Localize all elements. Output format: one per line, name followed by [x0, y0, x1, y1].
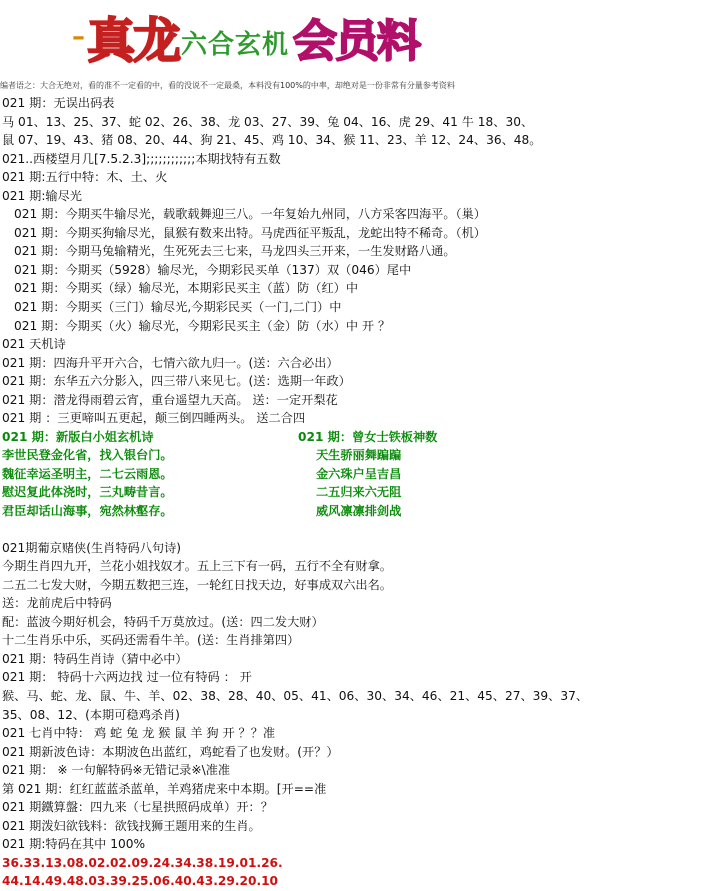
logo-title-b: 六合玄机	[181, 30, 290, 60]
header	[0, 0, 720, 90]
text-line: 021 期：四海升平开六合，七情六欲九归一。(送：六合必出）	[2, 355, 339, 370]
text-line: 021 期：无误出码表	[2, 96, 115, 110]
text-line: 马 01、13、25、37、蛇 02、26、38、龙 03、27、39、兔 04、16、虎 29、41 牛 18、30、	[2, 114, 534, 129]
logo-dash: –	[72, 21, 85, 52]
right-col: 天生骄丽舞蹁蹁	[316, 448, 402, 463]
red-number-line: 36.33.13.08.02.02.09.24.34.38.19.01.26.	[2, 855, 283, 870]
text-line: 配：蓝波今期好机会，特码千万莫放过。(送：四二发大财）	[2, 614, 324, 629]
text-line: 021 期：今期买（绿）输尽光，本期彩民买主（蓝）防（红）中	[14, 281, 359, 296]
left-col: 021 期：新版白小姐玄机诗	[2, 429, 154, 444]
two-col-row	[2, 465, 718, 484]
text-line: 021 期：今期买（三门）输尽光,今期彩民买（一门,二门）中	[14, 300, 342, 315]
text-line: 021 期：特码生肖诗（猜中必中）	[2, 651, 188, 666]
text-line: 十二生肖乐中乐，买码还需看牛羊。(送：生肖排第四）	[2, 633, 300, 648]
text-line: 第 021 期：红红蓝蓝杀蓝单，羊鸡猪虎来中本期。[开==准	[2, 781, 327, 796]
text-line: 021 期：今期买（5928）输尽光，今期彩民买单（137）双（046）尾中	[14, 262, 412, 277]
text-line: 021 七肖中特： 鸡 蛇 兔 龙 猴 鼠 羊 狗 开 ？？准	[2, 726, 276, 741]
text-line: 送：龙前虎后中特码	[2, 596, 112, 611]
text-line: 021 期：今期买（火）输尽光，今期彩民买主（金）防（水）中 开 ？	[14, 318, 391, 333]
left-col: 李世民登金化省，找入银台门。	[2, 448, 173, 463]
text-line: 021期葡京赌侠(生肖特码八句诗)	[2, 540, 182, 555]
text-line: 021 期新波色诗：本期波色出蓝红，鸡蛇看了也发财。(开？）	[2, 744, 339, 759]
right-col: 金六珠户呈吉昌	[316, 466, 402, 481]
text-line: 021 期： ※ 一句解特码※无错记录※\准准	[2, 763, 231, 778]
text-line: 021 期泼妇欲钱料：欲钱找狮王题用来的生肖。	[2, 818, 261, 833]
two-col-row	[2, 428, 718, 447]
red-number-line: 44.14.49.48.03.39.25.06.40.43.29.20.10	[2, 874, 279, 889]
text-line: 021 天机诗	[2, 337, 66, 352]
right-col: 二五归来六无阻	[316, 485, 402, 500]
text-line: 猴、马、蛇、龙、鼠、牛、羊、02、38、28、40、05、41、06、30、34、46、21、45、27、39、37、	[2, 688, 589, 703]
spacer	[2, 521, 718, 539]
content	[2, 94, 718, 891]
two-col-row	[2, 446, 718, 465]
text-line: 021 期：东华五六分影入，四三带八来见七。(送：选期一年政）	[2, 374, 351, 389]
text-line: 二五二七发大财，今期五数把三连，一轮红日找天边，好事成双六出名。	[2, 577, 392, 592]
right-col: 021 期：曾女士铁板神数	[298, 429, 438, 444]
text-line: 021 期：今期马兔输精光，生死死去三七来，马龙四头三开来，一生发财路八通。	[14, 244, 456, 259]
text-line: 35、08、12、(本期可稳鸡杀肖)	[2, 707, 180, 722]
logo-title-c: 会员料	[293, 15, 420, 67]
text-line: 021 期:输尽光	[2, 188, 82, 203]
text-line: 今期生肖四九开，兰花小姐找奴才。五上三下有一码，五行不全有财拿。	[2, 559, 392, 574]
text-line: 021 期:五行中特：木、土、火	[2, 170, 168, 185]
logo	[72, 2, 419, 71]
logo-title-a: 真龙	[87, 13, 180, 69]
text-line: 021 期:特码在其中 100%	[2, 837, 146, 852]
two-col-row	[2, 483, 718, 502]
text-line: 021 期：今期买狗输尽光，鼠猴有数来出特。马虎西征平叛乱，龙蛇出特不稀奇。（机）	[14, 225, 486, 240]
left-col: 魏征幸运圣明主，二七云雨恩。	[2, 466, 173, 481]
text-line: 021 期鐵算盤：四九来（七星拱照码成单）开：？	[2, 800, 273, 815]
text-line: 021 期：潜龙得雨碧云宵，重台遥望九天高。 送：一定开梨花	[2, 392, 338, 407]
text-line: 021 期：今期买牛输尽光，载歌载舞迎三八。一年复始九州同，八方采客四海平。（巢）	[14, 207, 486, 222]
text-line: 021 期： 特码十六两边找 过一位有特码 ： 开	[2, 670, 252, 685]
editor-notice: 编者语之：大合无绝对，看的准不一定看的中，看的没说不一定最桑，本料没有100%的中率，却绝对是一份非常有分量参考资料	[0, 81, 455, 90]
left-col: 慰迟复此体浇时，三丸畴昔言。	[2, 485, 173, 500]
text-line: 021 期 ：三更啼叫五更起，颠三倒四睡两头。 送二合四	[2, 411, 306, 426]
right-col: 威风凛凛排剑战	[316, 504, 402, 519]
text-line: 021..西楼望月几[7.5.2.3];;;;;;;;;;;;本期找特有五数	[2, 151, 281, 166]
two-col-row	[2, 502, 718, 521]
left-col: 君臣却话山海事，宛然林壑存。	[2, 504, 173, 519]
text-line: 鼠 07、19、43、猪 08、20、44、狗 21、45、鸡 10、34、猴 11、23、羊 12、24、36、48。	[2, 133, 542, 148]
